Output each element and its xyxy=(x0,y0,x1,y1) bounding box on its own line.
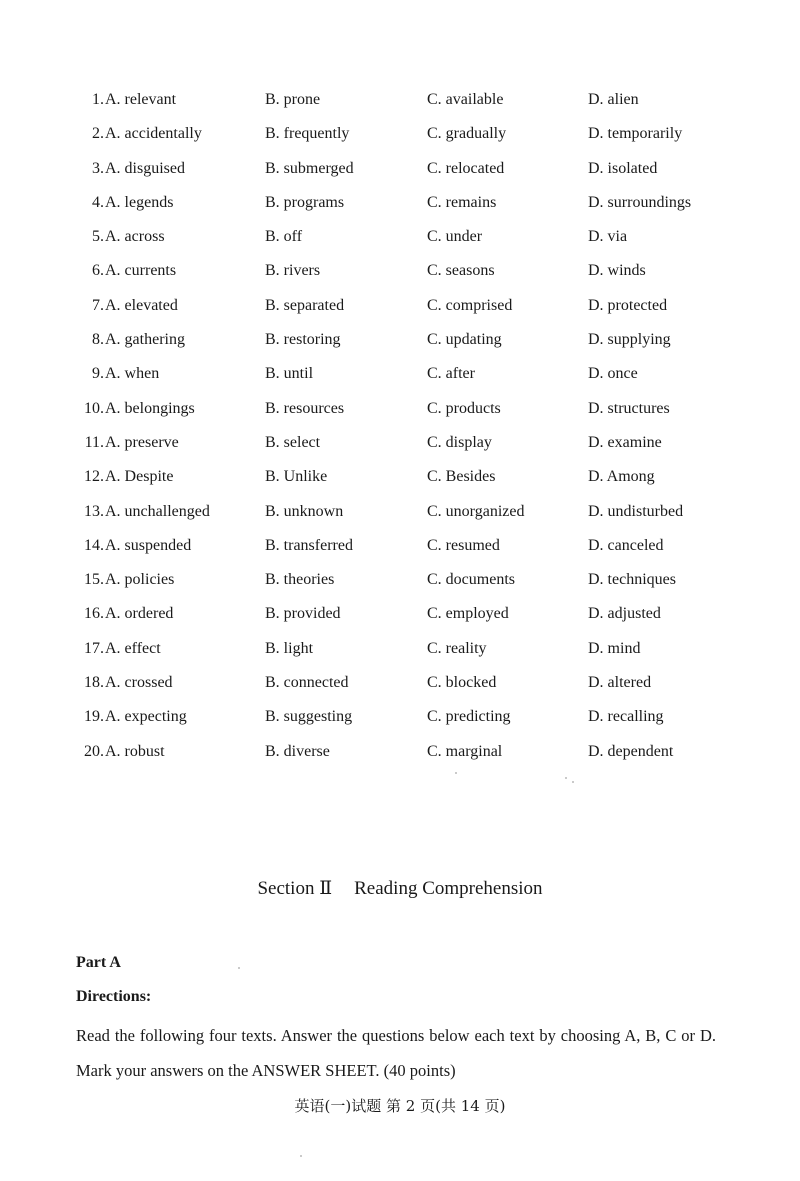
option-d: D. protected xyxy=(588,296,668,314)
scan-speck xyxy=(238,967,240,969)
option-d: D. Among xyxy=(588,468,655,486)
option-a: A. across xyxy=(105,228,165,246)
question-row xyxy=(76,122,776,156)
question-number: 1. xyxy=(92,91,104,108)
scan-speck xyxy=(455,772,457,774)
option-a: A. belongings xyxy=(105,399,195,417)
question-row xyxy=(76,431,776,465)
question-row xyxy=(76,225,776,259)
question-row xyxy=(76,191,776,225)
option-c: C. available xyxy=(427,91,504,108)
option-b: B. until xyxy=(265,365,314,383)
option-b: B. unknown xyxy=(265,502,344,520)
scan-speck xyxy=(300,1155,302,1157)
question-number: 19. xyxy=(84,708,104,726)
question-row xyxy=(76,328,776,362)
question-number: 15. xyxy=(84,571,104,589)
question-row xyxy=(76,157,776,191)
question-number: 13. xyxy=(84,502,104,520)
option-c: C. employed xyxy=(427,605,509,623)
option-c: C. blocked xyxy=(427,674,497,692)
page-footer: 英语(一)试题 第 2 页(共 14 页) xyxy=(294,1097,506,1115)
option-b: B. diverse xyxy=(265,742,330,760)
section-title: Reading Comprehension xyxy=(354,878,543,899)
option-b: B. Unlike xyxy=(265,468,328,486)
question-row xyxy=(76,637,776,671)
option-b: B. connected xyxy=(265,674,349,692)
option-c: C. display xyxy=(427,433,492,451)
option-d: D. undisturbed xyxy=(588,502,684,520)
option-c: C. seasons xyxy=(427,262,495,280)
question-row xyxy=(76,671,776,705)
question-number: 8. xyxy=(92,331,104,349)
question-row xyxy=(76,259,776,293)
question-number: 20. xyxy=(84,742,104,760)
option-b: B. transferred xyxy=(265,536,353,554)
question-number: 16. xyxy=(84,605,104,623)
section-heading xyxy=(0,876,800,902)
option-a: A. relevant xyxy=(105,91,177,108)
option-d: D. altered xyxy=(588,674,652,692)
option-c: C. documents xyxy=(427,571,515,589)
question-row xyxy=(76,500,776,534)
option-c: C. comprised xyxy=(427,296,513,314)
scan-speck xyxy=(572,781,574,783)
option-d: D. surroundings xyxy=(588,193,692,211)
option-c: C. marginal xyxy=(427,742,503,760)
question-number: 17. xyxy=(84,639,104,657)
question-number: 10. xyxy=(84,399,104,417)
option-d: D. techniques xyxy=(588,571,676,589)
question-number: 12. xyxy=(84,468,104,486)
option-a: A. ordered xyxy=(105,605,174,623)
cloze-options-list xyxy=(76,88,776,774)
option-d: D. examine xyxy=(588,433,662,451)
directions-label: Directions: xyxy=(76,988,152,1005)
option-b: B. resources xyxy=(265,399,345,417)
option-a: A. accidentally xyxy=(105,125,202,143)
option-b: B. provided xyxy=(265,605,341,623)
option-d: D. adjusted xyxy=(588,605,661,623)
option-d: D. alien xyxy=(588,91,639,108)
option-a: A. currents xyxy=(105,262,177,280)
question-number: 2. xyxy=(92,125,104,143)
option-d: D. once xyxy=(588,365,638,383)
question-row xyxy=(76,362,776,396)
option-b: B. rivers xyxy=(265,262,321,280)
question-row xyxy=(76,534,776,568)
option-b: B. programs xyxy=(265,193,345,211)
option-c: C. resumed xyxy=(427,536,500,554)
option-a: A. unchallenged xyxy=(105,502,210,520)
option-c: C. Besides xyxy=(427,468,496,486)
option-a: A. disguised xyxy=(105,159,185,177)
option-a: A. gathering xyxy=(105,331,185,349)
option-d: D. supplying xyxy=(588,331,671,349)
question-number: 18. xyxy=(84,674,104,692)
question-number: 6. xyxy=(92,262,104,280)
question-number: 11. xyxy=(84,433,104,451)
option-d: D. mind xyxy=(588,639,641,657)
option-a: A. preserve xyxy=(105,433,179,451)
option-d: D. canceled xyxy=(588,536,664,554)
option-a: A. elevated xyxy=(105,296,178,314)
question-number: 4. xyxy=(92,193,104,211)
question-number: 9. xyxy=(92,365,104,383)
option-d: D. recalling xyxy=(588,708,664,726)
option-b: B. suggesting xyxy=(265,708,353,726)
option-b: B. off xyxy=(265,228,303,246)
option-c: C. updating xyxy=(427,331,502,349)
option-a: A. suspended xyxy=(105,536,192,554)
question-number: 5. xyxy=(92,228,104,246)
question-row xyxy=(76,397,776,431)
section-label: Section Ⅱ xyxy=(257,878,333,899)
option-b: B. separated xyxy=(265,296,345,314)
option-c: C. products xyxy=(427,399,501,417)
option-d: D. via xyxy=(588,228,628,246)
option-b: B. submerged xyxy=(265,159,354,177)
question-row xyxy=(76,740,776,774)
option-c: C. relocated xyxy=(427,159,505,177)
question-number: 3. xyxy=(92,159,104,177)
option-a: A. crossed xyxy=(105,674,173,692)
option-a: A. Despite xyxy=(105,468,174,486)
option-d: D. structures xyxy=(588,399,670,417)
question-number: 14. xyxy=(84,536,104,554)
option-c: C. gradually xyxy=(427,125,507,143)
option-d: D. temporarily xyxy=(588,125,683,143)
option-b: B. prone xyxy=(265,91,321,108)
option-c: C. under xyxy=(427,228,483,246)
option-b: B. light xyxy=(265,639,314,657)
option-d: D. dependent xyxy=(588,742,674,760)
option-a: A. effect xyxy=(105,639,161,657)
option-a: A. policies xyxy=(105,571,175,589)
scan-speck xyxy=(565,777,567,779)
option-b: B. restoring xyxy=(265,331,341,349)
question-row xyxy=(76,294,776,328)
part-title: Part A xyxy=(76,954,121,971)
option-a: A. when xyxy=(105,365,160,383)
option-d: D. isolated xyxy=(588,159,658,177)
question-row xyxy=(76,465,776,499)
option-c: C. predicting xyxy=(427,708,511,726)
option-d: D. winds xyxy=(588,262,646,280)
option-c: C. reality xyxy=(427,639,487,657)
option-a: A. expecting xyxy=(105,708,187,726)
option-c: C. after xyxy=(427,365,475,383)
question-number: 7. xyxy=(92,296,104,314)
option-c: C. remains xyxy=(427,193,497,211)
option-b: B. theories xyxy=(265,571,335,589)
question-row xyxy=(76,88,776,122)
question-row xyxy=(76,602,776,636)
question-row xyxy=(76,705,776,739)
directions-text: Read the following four texts. Answer the questions below each text by choosing A, B, C or D. Mark your answers on the ANSWER SHEET. (40 points) xyxy=(76,1026,716,1080)
option-c: C. unorganized xyxy=(427,502,525,520)
question-row xyxy=(76,568,776,602)
option-b: B. select xyxy=(265,433,321,451)
option-a: A. robust xyxy=(105,742,165,760)
option-b: B. frequently xyxy=(265,125,350,143)
option-a: A. legends xyxy=(105,193,174,211)
